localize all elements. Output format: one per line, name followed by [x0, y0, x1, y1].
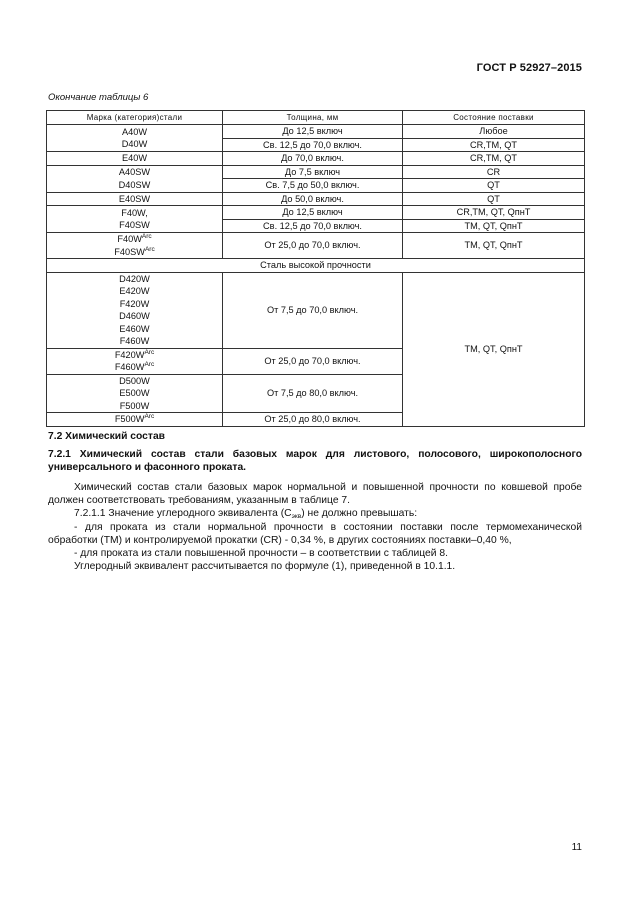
grade-cell	[47, 206, 223, 233]
grade-label: A40W	[121, 126, 148, 137]
state-cell: CR,TM, QT	[403, 138, 585, 152]
grade-label: $F40W^{Arc}$	[117, 233, 152, 244]
grade-label: E460W	[119, 323, 150, 334]
paragraph: Химический состав стали базовых марок нормальной и повышенной прочности по ковшевой пробе должен соответствовать требованиям, указанным в таблице 7.	[48, 482, 582, 507]
grade-cell: E40SW	[47, 192, 223, 206]
grade-cell	[47, 272, 223, 348]
grade-superscript: Arc	[144, 348, 155, 356]
table-row	[47, 272, 585, 348]
state-cell: Любое	[403, 125, 585, 139]
column-header-grade: Марка (категория)стали	[47, 111, 223, 125]
standard-id: ГОСТ Р 52927–2015	[476, 62, 582, 74]
column-header-thickness: Толщина, мм	[223, 111, 403, 125]
thickness-cell: До 70,0 включ.	[223, 152, 403, 166]
grade-label: F40W,	[121, 207, 148, 218]
thickness-cell: До 12,5 включ	[223, 125, 403, 139]
thickness-cell: Св. 12,5 до 70,0 включ.	[223, 219, 403, 233]
state-cell: CR	[403, 165, 585, 179]
list-item: - для проката из стали повышенной прочности – в соответствии с таблицей 8.	[74, 548, 448, 560]
state-cell: TM, QT, QпнT	[403, 219, 585, 233]
table-row	[47, 165, 585, 179]
thickness-cell: От 7,5 до 70,0 включ.	[223, 272, 403, 348]
thickness-cell: Св. 7,5 до 50,0 включ.	[223, 179, 403, 193]
grade-label: $F420W^{Arc}$	[114, 348, 155, 360]
table-row	[47, 152, 585, 166]
grade-superscript: Arc	[141, 233, 152, 240]
paragraph: Углеродный эквивалент рассчитывается по формуле (1), приведенной в 10.1.1.	[74, 561, 456, 573]
grade-label: F500W	[119, 400, 150, 411]
state-cell: QT	[403, 179, 585, 193]
grade-label: D500W	[119, 375, 150, 386]
grade-cell	[47, 165, 223, 192]
grade-label: D460W	[119, 311, 150, 321]
grade-label: F420W	[119, 298, 150, 309]
grade-label: $F40SW^{Arc}$	[114, 245, 155, 257]
grade-label: F40SW	[119, 220, 150, 230]
grade-label: D40W	[121, 139, 148, 149]
subscript-ekv: экв	[291, 513, 302, 521]
table-section-row	[47, 259, 585, 273]
thickness-cell: До 12,5 включ	[223, 206, 403, 220]
section-heading-7-2: 7.2 Химический состав	[48, 431, 165, 442]
grade-superscript: Arc	[144, 245, 155, 253]
table-row	[47, 233, 585, 259]
state-cell: CR,TM, QT, QпнT	[403, 206, 585, 220]
table-caption: Окончание таблицы 6	[48, 92, 149, 103]
grade-cell	[47, 233, 223, 259]
state-cell: TM, QT, QпнT	[403, 233, 585, 259]
state-cell: CR,TM, QT	[403, 152, 585, 166]
thickness-cell: От 25,0 до 70,0 включ.	[223, 348, 403, 374]
table-row	[47, 125, 585, 139]
thickness-cell: До 50,0 включ.	[223, 192, 403, 206]
section-heading-7-2-1: 7.2.1 Химический состав стали базовых марок для листового, полосового, широкополосного универсального и фасонного проката.	[48, 449, 582, 474]
table-row	[47, 192, 585, 206]
thickness-cell: До 7,5 включ	[223, 165, 403, 179]
state-cell: QT	[403, 192, 585, 206]
list-item: - для проката из стали нормальной прочности в состоянии поставки после термомеханической обработки (ТМ) и контролируемой прокатки (CR) - 0,34 %, в других состояниях поставки–0,40 %,	[48, 521, 582, 546]
table-header-row	[47, 111, 585, 125]
section-heading-high-strength: Сталь высокой прочности	[47, 259, 585, 273]
paragraph-carbon-equivalent: 7.2.1.1 Значение углеродного эквивалента $(С_{экв})$ не должно превышать:	[74, 508, 418, 521]
grade-label: $F500W^{Arc}$	[114, 413, 155, 424]
thickness-cell: Св. 12,5 до 70,0 включ.	[223, 138, 403, 152]
state-cell-high-strength: TM, QT, QпнT	[403, 272, 585, 426]
grade-label: A40SW	[118, 167, 151, 177]
grade-cell: E40W	[47, 152, 223, 166]
grade-label: F460W	[119, 336, 150, 346]
steel-table	[46, 110, 585, 427]
grade-cell	[47, 374, 223, 413]
grade-label: $F460W^{Arc}$	[114, 361, 155, 372]
grade-superscript: Arc	[144, 361, 155, 368]
body-text	[48, 481, 582, 573]
table-row	[47, 206, 585, 220]
grade-label: E500W	[119, 388, 150, 398]
column-header-state: Состояние поставки	[403, 111, 585, 125]
grade-label: D420W	[119, 273, 150, 284]
thickness-cell: От 25,0 до 80,0 включ.	[223, 413, 403, 427]
page-number: 11	[571, 842, 582, 853]
grade-label: D40SW	[118, 179, 151, 190]
grade-superscript: Arc	[144, 413, 155, 420]
grade-cell	[47, 348, 223, 374]
grade-label: E420W	[119, 286, 150, 296]
grade-cell	[47, 125, 223, 152]
thickness-cell: От 25,0 до 70,0 включ.	[223, 233, 403, 259]
thickness-cell: От 7,5 до 80,0 включ.	[223, 374, 403, 413]
grade-cell	[47, 413, 223, 427]
